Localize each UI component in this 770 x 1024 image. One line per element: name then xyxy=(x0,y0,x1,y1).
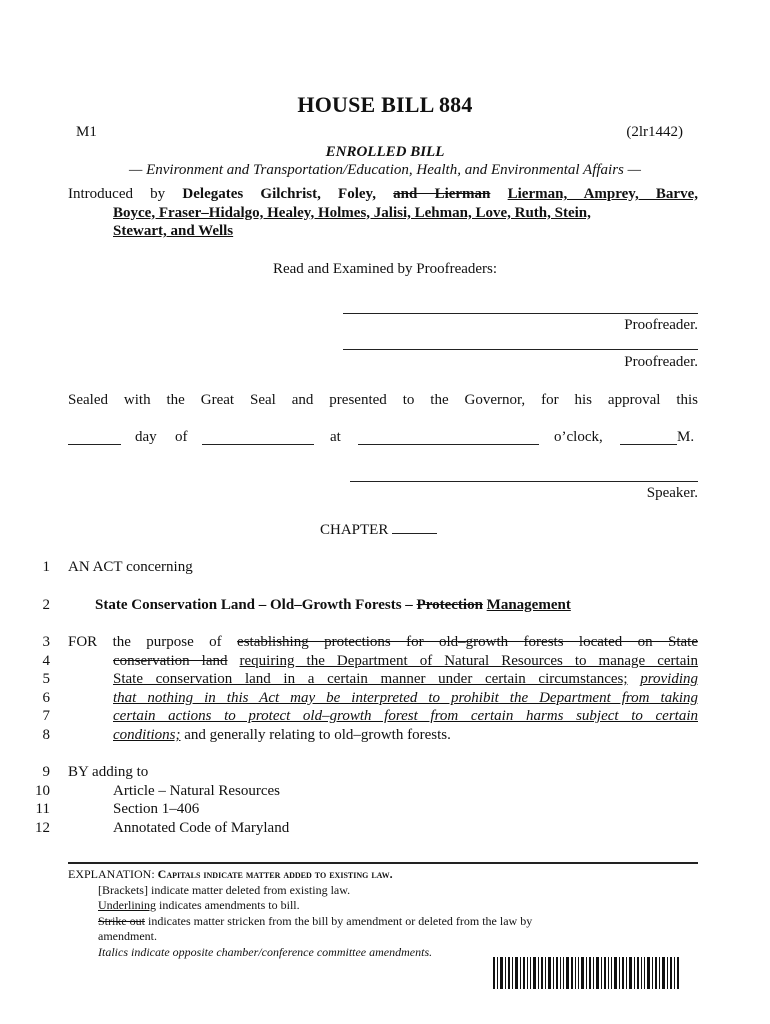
chapter-label: CHAPTER xyxy=(320,522,389,538)
bill-title: HOUSE BILL 884 xyxy=(297,92,473,117)
underlining-text: indicates amendments to bill. xyxy=(159,898,300,912)
line-number: 3 xyxy=(42,634,50,650)
act-concerning: AN ACT concerning xyxy=(68,559,193,575)
proofreader-line-2 xyxy=(343,349,698,350)
brackets-word: [Brackets] xyxy=(98,882,148,897)
explanation-box xyxy=(68,862,698,960)
blank-month xyxy=(202,444,314,445)
explanation-strike-line-2: amendment. xyxy=(98,929,157,943)
sponsors-added-1: Lierman, Amprey, Barve, xyxy=(507,186,698,202)
enrolled-heading: ENROLLED BILL xyxy=(325,144,445,160)
line-number: 12 xyxy=(35,820,50,836)
sealing-sentence: Sealed with the Great Seal and presented to the Governor, for his approval this xyxy=(68,392,698,408)
explanation-capitals-line xyxy=(68,867,698,883)
line-number: 7 xyxy=(42,708,50,724)
line-number: 2 xyxy=(42,597,50,613)
line-number: 8 xyxy=(42,727,50,743)
speaker-label: Speaker. xyxy=(646,485,698,501)
purpose-italic-3: providing xyxy=(640,671,698,687)
strike-text: indicates matter stricken from the bill by amendment or deleted from the law by xyxy=(148,913,533,928)
proofreaders-heading: Read and Examined by Proofreaders: xyxy=(272,261,498,277)
blank-day xyxy=(68,444,121,445)
brackets-text: indicate matter deleted from existing law. xyxy=(150,882,351,897)
explanation-italics-line: Italics indicate opposite chamber/conference committee amendments. xyxy=(98,944,433,959)
sponsors-added-3: Stewart, and Wells xyxy=(113,223,234,239)
sponsors-struck: and Lierman xyxy=(393,186,491,202)
line-number: 9 xyxy=(42,764,50,780)
introduced-by xyxy=(68,185,698,241)
article-line: Article – Natural Resources xyxy=(113,783,281,799)
subject-added: Management xyxy=(486,597,571,613)
intro-prefix: Introduced by xyxy=(68,186,166,202)
at-word: at xyxy=(330,429,341,445)
section-line: Section 1–406 xyxy=(113,801,200,817)
committees-line: — Environment and Transportation/Education, Health, and Environmental Affairs — xyxy=(129,162,641,178)
draft-code: (2lr1442) xyxy=(626,124,683,140)
proofreader-line-1 xyxy=(343,313,698,314)
purpose-added-2: requiring the Department of Natural Resources to manage certain xyxy=(239,653,699,669)
purpose-line-8 xyxy=(113,727,451,744)
chapter-blank xyxy=(392,533,437,534)
purpose-added-3: State conservation land in a certain manner under certain circumstances; xyxy=(113,671,628,687)
meridiem-m: M. xyxy=(677,429,695,445)
purpose-struck-1: establishing protections for old–growth forests located on State xyxy=(237,634,698,650)
purpose-line-3 xyxy=(68,634,698,651)
subject-main: State Conservation Land – Old–Growth Forests – xyxy=(95,597,413,613)
line-number: 10 xyxy=(35,783,50,799)
strike-word: Strike out xyxy=(98,913,145,928)
explanation-brackets-line xyxy=(68,883,698,899)
proofreader-label-1: Proofreader. xyxy=(624,317,698,333)
blank-meridiem xyxy=(620,444,677,445)
purpose-end: and generally relating to old–growth forests. xyxy=(184,727,451,743)
purpose-line-5 xyxy=(113,671,698,688)
sealing-date-line xyxy=(68,429,698,449)
proofreader-label-2: Proofreader. xyxy=(624,354,698,370)
bill-subject xyxy=(95,597,571,614)
purpose-italic-5: certain actions to protect old–growth forest from certain harms subject to certain xyxy=(113,708,698,724)
day-word: day xyxy=(135,429,157,445)
purpose-italic-4: that nothing in this Act may be interpreted to prohibit the Department from taking xyxy=(113,690,698,706)
explanation-strike-line xyxy=(68,914,698,930)
sponsors-added-2: Boyce, Fraser–Hidalgo, Healey, Holmes, Jalisi, Lehman, Love, Ruth, Stein, xyxy=(113,204,591,221)
oclock-word: o’clock, xyxy=(554,429,603,445)
line-number: 6 xyxy=(42,690,50,706)
explanation-underlining-line xyxy=(68,898,698,914)
sponsors-main: Delegates Gilchrist, Foley, xyxy=(182,186,376,202)
line-number: 4 xyxy=(42,653,50,669)
purpose-italic-6: conditions; xyxy=(113,727,181,743)
underlining-word: Underlining xyxy=(98,898,156,912)
speaker-line xyxy=(350,481,698,482)
explanation-capitals: Capitals indicate matter added to existing law. xyxy=(157,867,393,881)
barcode-image xyxy=(493,957,679,989)
purpose-line-4 xyxy=(113,653,698,670)
code-line: Annotated Code of Maryland xyxy=(113,820,290,836)
line-number: 11 xyxy=(35,801,50,817)
line-number: 1 xyxy=(42,559,50,575)
line-number: 5 xyxy=(42,671,50,687)
explanation-label: EXPLANATION: xyxy=(68,867,155,881)
subject-struck: Protection xyxy=(416,597,483,613)
purpose-for: FOR the purpose of xyxy=(68,634,222,650)
of-word: of xyxy=(175,429,188,445)
by-adding: BY adding to xyxy=(68,764,149,780)
purpose-struck-2: conservation land xyxy=(113,653,228,669)
subject-code: M1 xyxy=(76,124,97,140)
blank-time xyxy=(358,444,539,445)
chapter-heading xyxy=(320,522,437,539)
